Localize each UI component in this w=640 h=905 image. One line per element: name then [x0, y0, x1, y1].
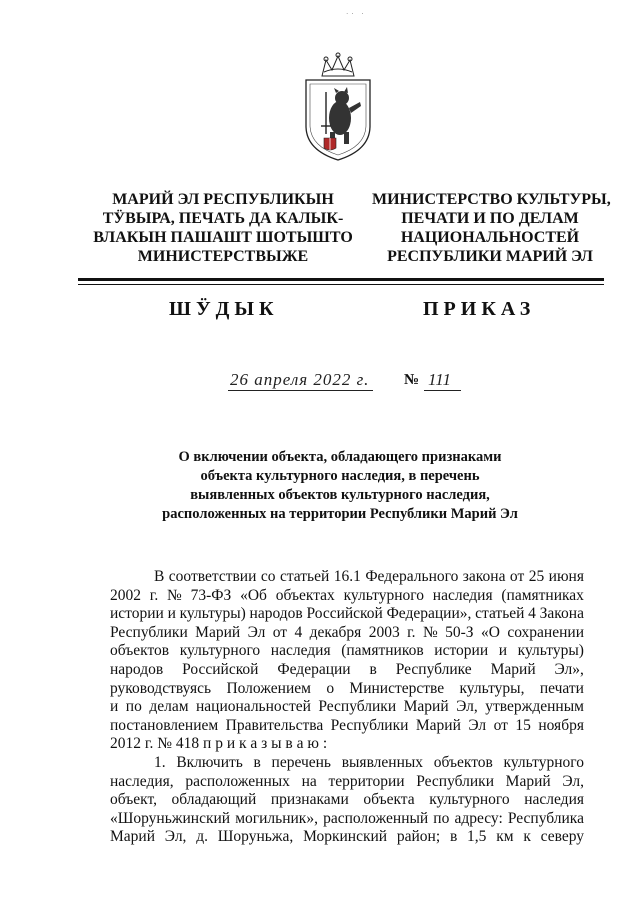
header-right-line: НАЦИОНАЛЬНОСТЕЙ [400, 229, 580, 246]
body-word: № [422, 623, 438, 641]
body-word: статьей [475, 605, 525, 623]
body-word: объектах [275, 586, 335, 604]
body-word: Эл», [554, 660, 584, 678]
body-word: народов [249, 605, 303, 623]
body-word: 2003 [368, 623, 400, 641]
body-word: Республики [330, 716, 409, 734]
body-word: июня [548, 568, 584, 585]
body-word: Включить [176, 753, 243, 771]
body-word: объектов [110, 642, 170, 660]
body-word: расположенный [323, 809, 429, 827]
body-word: выявленных [341, 753, 424, 771]
body-word: Федерального [365, 568, 459, 585]
body-word: Шоруньжа, [217, 828, 294, 846]
body-word: ноября [538, 716, 584, 734]
body-line [110, 680, 584, 699]
body-word: по [125, 698, 142, 716]
body-word: и [110, 698, 119, 716]
body-line [110, 642, 584, 661]
body-word: Моркинский [303, 828, 388, 846]
body-word: со [260, 568, 276, 585]
header-left-line: ВЛАКЫН ПАШАШТ ШОТЫШТО [93, 229, 353, 246]
body-word: наследия [270, 642, 331, 660]
handwritten-number: 111 [424, 370, 461, 391]
body-word: и [167, 605, 176, 623]
body-word: наследия [524, 791, 584, 809]
body-word: в [253, 753, 261, 771]
body-word: Марий [110, 828, 156, 846]
body-word: по [433, 809, 450, 827]
body-word: культуры) [179, 605, 246, 623]
header-right-line: РЕСПУБЛИКИ МАРИЙ ЭЛ [387, 248, 593, 265]
body-word: территории [328, 772, 405, 790]
body-word: 4 [528, 605, 536, 623]
body-line [110, 568, 584, 587]
body-word: сохранении [507, 623, 584, 641]
body-word: Марий [415, 716, 461, 734]
body-word: (памятников [341, 642, 424, 660]
body-word: 1. [154, 753, 166, 771]
handwritten-date: 26 апреля 2022 г. [228, 370, 373, 391]
body-word: северу [540, 828, 584, 846]
body-word: В [154, 568, 165, 585]
header-left-line: МИНИСТЕРСТВЫЖЕ [137, 248, 309, 265]
body-word: от [272, 623, 288, 641]
doc-type-russian: ПРИКАЗ [423, 298, 536, 320]
body-word: культуры) [517, 642, 584, 660]
body-word: национальностей [196, 698, 311, 716]
body-word: Республики [416, 772, 494, 790]
body-word: на [301, 772, 317, 790]
body-word: от [493, 716, 508, 734]
header-divider-thin [78, 284, 604, 285]
body-word: истории [110, 605, 164, 623]
body-word: Федерации», [386, 605, 472, 623]
body-word: культурного [343, 586, 425, 604]
body-word: Марий [403, 698, 449, 716]
body-word: адресу: [454, 809, 503, 827]
body-word: могильник», [235, 809, 318, 827]
header-left-line: ТӰВЫРА, ПЕЧАТЬ ДА КАЛЫК- [102, 210, 344, 227]
body-word: закона [462, 568, 506, 585]
body-word: обладающий [171, 791, 257, 809]
body-word: д. [196, 828, 208, 846]
body-line [110, 717, 584, 736]
body-word: г. [149, 586, 159, 604]
body-word: 2002 [110, 586, 141, 604]
body-word: «О [480, 623, 500, 641]
doc-type-marian: ШӰДЫК [169, 298, 279, 320]
body-word: Министерстве [349, 679, 445, 697]
body-word: утвержденным [485, 698, 584, 716]
body-word: Эл, [456, 698, 478, 716]
body-word: декабря [309, 623, 362, 641]
header-right-line: МИНИСТЕРСТВО КУЛЬТУРЫ, [372, 191, 611, 208]
body-word: (памятниках [501, 586, 584, 604]
order-title [150, 448, 530, 524]
body-line [110, 698, 584, 717]
body-word: культурного [503, 753, 584, 771]
body-word: Марий [505, 772, 551, 790]
body-word: Республике [395, 660, 472, 678]
body-word: Марий [490, 660, 536, 678]
header-left-line: МАРИЙ ЭЛ РЕСПУБЛИКЫН [112, 191, 334, 208]
body-line [110, 624, 584, 643]
body-word: км [496, 828, 514, 846]
body-word: 16.1 [333, 568, 361, 585]
number-label: № [404, 372, 420, 388]
body-line [110, 828, 584, 847]
body-word: соответствии [168, 568, 257, 585]
body-word: № [167, 586, 182, 604]
body-word: статьей [279, 568, 330, 585]
body-word: истории [434, 642, 489, 660]
body-line [110, 587, 584, 606]
body-word: расположенных [185, 772, 290, 790]
body-line [110, 791, 584, 810]
body-word: в [449, 828, 458, 846]
body-word: Эл, [562, 772, 584, 790]
body-word: 4 [294, 623, 303, 641]
header-left-marian [88, 190, 358, 266]
body-word: Закона [539, 605, 584, 623]
title-line: расположенных на территории Республики Марий Эл [162, 506, 518, 522]
body-word: печати [539, 679, 584, 697]
body-word: Российской [306, 605, 383, 623]
body-word: объектов [433, 753, 493, 771]
body-line [110, 773, 584, 792]
body-word: 25 [528, 568, 545, 585]
body-word: руководствуясь [110, 679, 212, 697]
body-word: и [498, 642, 508, 660]
body-word: перечень [271, 753, 332, 771]
title-line: О включении объекта, обладающего признаками [178, 449, 502, 465]
body-word: культурного [179, 642, 261, 660]
body-word: Марий [195, 623, 241, 641]
body-word: г. [407, 623, 416, 641]
body-word: Республики [110, 623, 188, 641]
body-word: в [369, 660, 377, 678]
header-divider-thick [78, 278, 604, 281]
body-word: Эл [247, 623, 266, 641]
body-word: 1,5 [467, 828, 487, 846]
body-word: 73-ФЗ [190, 586, 232, 604]
body-word: 15 [515, 716, 531, 734]
title-line: объекта культурного наследия, в перечень [200, 468, 480, 484]
body-word: делам [149, 698, 189, 716]
body-word: постановлением [110, 716, 219, 734]
body-line [110, 605, 584, 624]
body-word: Эл [468, 716, 487, 734]
scan-speck: ·· · [346, 10, 367, 18]
body-word: район; [396, 828, 441, 846]
body-word: Российской [182, 660, 259, 678]
body-word: Республики [318, 698, 397, 716]
body-word: Республика [507, 809, 584, 827]
order-body [110, 568, 584, 847]
body-word: наследия [432, 586, 493, 604]
body-word: Федерации [277, 660, 351, 678]
body-word: от [509, 568, 525, 585]
body-word: о [326, 679, 335, 697]
body-word: «Об [240, 586, 267, 604]
body-word: «Шоруньжинский [110, 809, 231, 827]
title-line: выявленных объектов культурного наследия, [190, 487, 490, 503]
body-word: 50-З [445, 623, 474, 641]
body-line [110, 810, 584, 829]
body-word: культурного [429, 791, 510, 809]
body-line [110, 661, 584, 680]
body-word: Положением [226, 679, 311, 697]
body-word: Правительства [225, 716, 324, 734]
body-word: наследия, [110, 772, 174, 790]
body-word: объект, [110, 791, 157, 809]
header-right-russian [372, 190, 611, 266]
body-line [110, 754, 584, 773]
body-word: к [523, 828, 531, 846]
body-word: объекта [363, 791, 415, 809]
header-right-line: ПЕЧАТИ И ПО ДЕЛАМ [401, 210, 579, 227]
body-word: народов [110, 660, 164, 678]
coat-of-arms-emblem-icon [298, 52, 378, 164]
body-word: культуры, [459, 679, 525, 697]
body-line: 2012 г. № 418 п р и к а з ы в а ю : [110, 735, 328, 753]
body-word: признаками [270, 791, 349, 809]
body-word: Эл, [164, 828, 187, 846]
